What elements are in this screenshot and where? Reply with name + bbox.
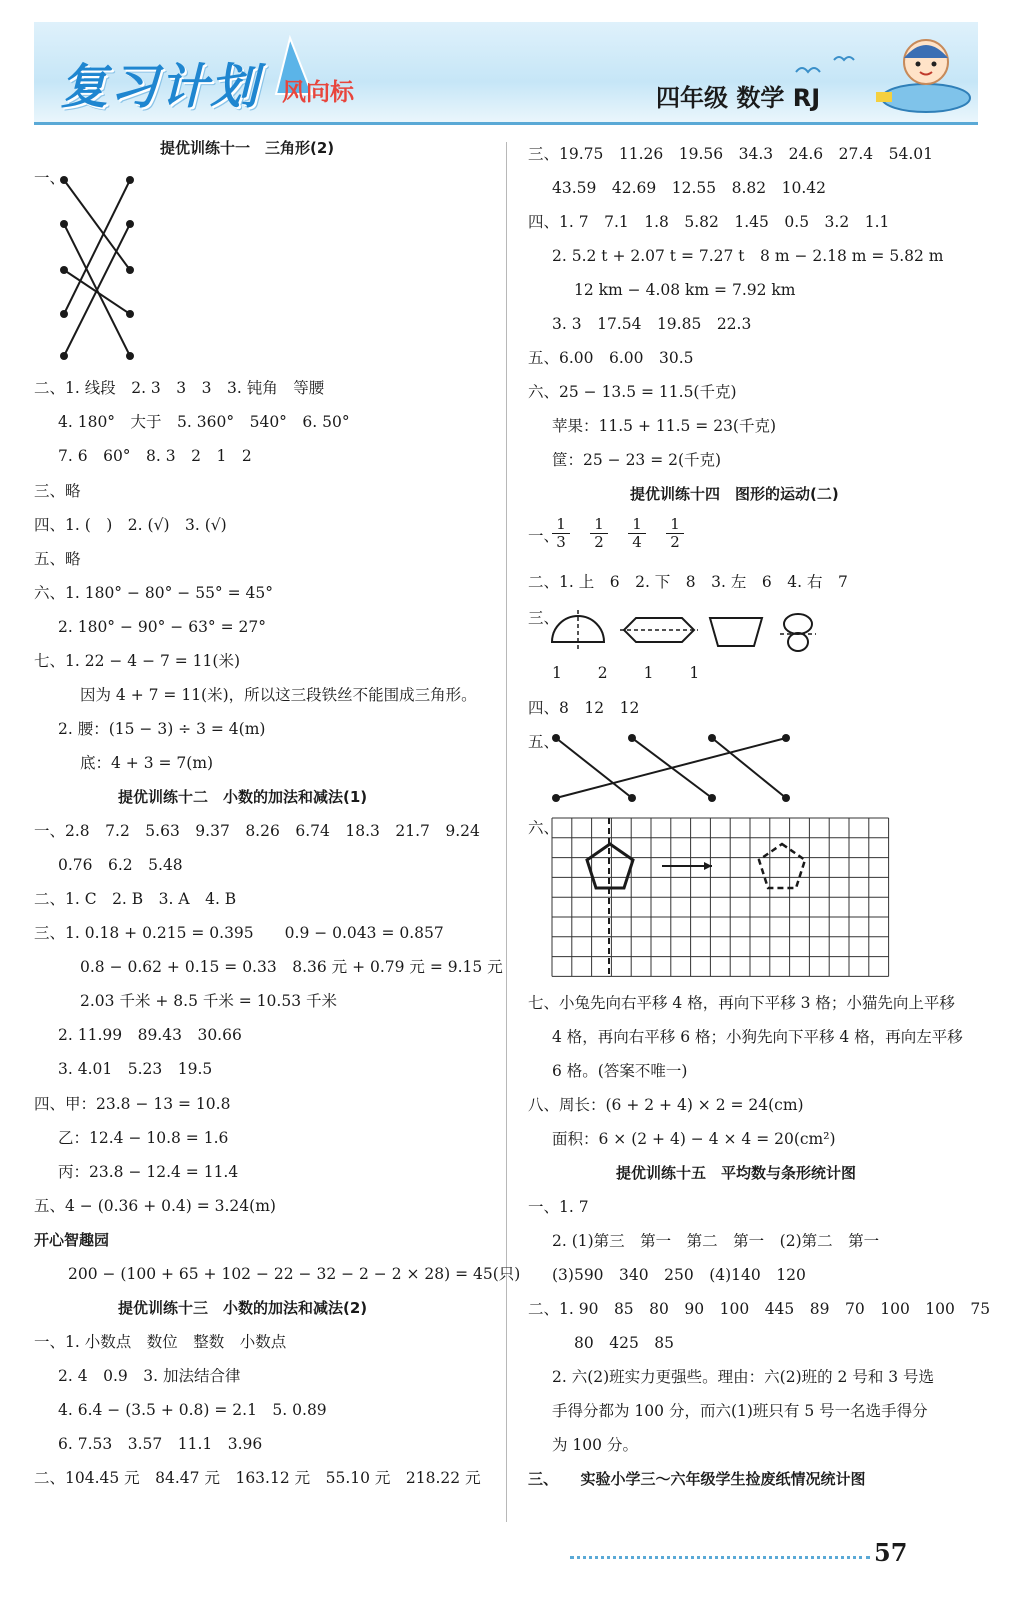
answer-line: 6 格。(答案不唯一) <box>552 1062 688 1080</box>
answer-line: 八、周长：(6 + 2 + 4) × 2 = 24(cm) <box>528 1096 804 1114</box>
matching-dots-diagram <box>552 734 792 804</box>
fraction <box>666 516 684 551</box>
answer-line: 二、1. 线段 2. 3 3 3 3. 钝角 等腰 <box>34 379 325 397</box>
fraction-denominator: 2 <box>670 533 680 551</box>
footer-dotted-rule <box>570 1556 870 1559</box>
answer-line: 四、1. ( ) 2. (√) 3. (√) <box>34 516 227 534</box>
answer-line: 二、1. 上 6 2. 下 8 3. 左 6 4. 右 7 <box>528 573 848 591</box>
answer-line: 一、2.8 7.2 5.63 9.37 8.26 6.74 18.3 21.7 9.24 <box>34 822 480 840</box>
answer-line: 3. 4.01 5.23 19.5 <box>58 1060 213 1078</box>
answer-line: 2. 六(2)班实力更强些。理由：六(2)班的 2 号和 3 号选 <box>552 1368 935 1386</box>
answer-line: 二、1. C 2. B 3. A 4. B <box>34 890 237 908</box>
section-heading: 提优训练十二 小数的加法和减法(1) <box>118 788 368 806</box>
section-heading: 提优训练十三 小数的加法和减法(2) <box>118 1299 368 1317</box>
answer-line: 七、1. 22 − 4 − 7 = 11(米) <box>34 652 241 670</box>
answer-line: (3)590 340 250 (4)140 120 <box>552 1266 806 1284</box>
section-heading: 开心智趣园 <box>34 1231 110 1249</box>
answer-line: 面积：6 × (2 + 4) − 4 × 4 = 20(cm²) <box>552 1130 836 1148</box>
header-banner <box>34 22 978 125</box>
column-divider <box>506 142 507 1522</box>
answer-line: 七、小兔先向右平移 4 格，再向下平移 3 格；小猫先向上平移 <box>528 994 955 1012</box>
answer-line: 2. (1)第三 第一 第二 第一 (2)第二 第一 <box>552 1232 880 1250</box>
answer-line: 一、 <box>34 169 66 187</box>
fraction-denominator: 2 <box>594 533 604 551</box>
answer-line: 43.59 42.69 12.55 8.82 10.42 <box>552 179 827 197</box>
fraction-denominator: 4 <box>632 533 642 551</box>
answer-line: 四、8 12 12 <box>528 699 640 717</box>
answer-line: 2. 11.99 89.43 30.66 <box>58 1026 242 1044</box>
birds-icon <box>794 52 864 82</box>
answer-line: 手得分都为 100 分，而六(1)班只有 5 号一名选手得分 <box>552 1402 928 1420</box>
answer-line: 1 2 1 1 <box>552 664 700 682</box>
answer-line: 二、1. 90 85 80 90 100 445 89 70 100 100 75 <box>528 1300 991 1318</box>
answer-line: 底：4 + 3 = 7(m) <box>80 754 214 772</box>
answer-line: 4. 180° 大于 5. 360° 540° 6. 50° <box>58 413 350 431</box>
grade-subject-label: 四年级 数学 RJ <box>656 84 821 112</box>
answer-line: 五、 <box>528 733 560 751</box>
answer-line: 4 格，再向右平移 6 格；小狗先向下平移 4 格，再向左平移 <box>552 1028 963 1046</box>
brand-title: 复习计划 <box>60 59 261 115</box>
answer-line: 因为 4 + 7 = 11(米)，所以这三段铁丝不能围成三角形。 <box>80 686 477 704</box>
answer-line: 三、1. 0.18 + 0.215 = 0.395 0.9 − 0.043 = 0.857 <box>34 924 444 942</box>
answer-line: 六、25 − 13.5 = 11.5(千克) <box>528 383 737 401</box>
answer-line: 五、6.00 6.00 30.5 <box>528 349 694 367</box>
answer-line: 6. 7.53 3.57 11.1 3.96 <box>58 1435 263 1453</box>
answer-line: 7. 6 60° 8. 3 2 1 2 <box>58 447 252 465</box>
answer-line: 五、4 − (0.36 + 0.4) = 3.24(m) <box>34 1197 276 1215</box>
fraction-denominator: 3 <box>556 533 566 551</box>
mascot-airplane-icon <box>870 28 980 122</box>
page-number: 57 <box>874 1538 908 1567</box>
answer-line: 六、 <box>528 819 560 837</box>
symmetric-shapes-diagram <box>550 606 830 658</box>
fraction-numerator: 1 <box>628 516 646 534</box>
section-heading: 三、 实验小学三～六年级学生捡废纸情况统计图 <box>528 1470 866 1488</box>
answer-line: 三、19.75 11.26 19.56 34.3 24.6 27.4 54.01 <box>528 145 934 163</box>
answer-line: 六、1. 180° − 80° − 55° = 45° <box>34 584 273 602</box>
answer-line: 4. 6.4 − (3.5 + 0.8) = 2.1 5. 0.89 <box>58 1401 327 1419</box>
answer-line: 三、 <box>528 609 560 627</box>
section-heading: 提优训练十一 三角形(2) <box>160 139 335 157</box>
fraction-numerator: 1 <box>552 516 570 534</box>
section-heading: 提优训练十四 图形的运动(二) <box>630 485 839 503</box>
answer-line: 80 425 85 <box>574 1334 675 1352</box>
answer-line: 筐：25 − 23 = 2(千克) <box>552 451 722 469</box>
answer-line: 一、1. 小数点 数位 整数 小数点 <box>34 1333 287 1351</box>
answer-line: 苹果：11.5 + 11.5 = 23(千克) <box>552 417 777 435</box>
answer-line: 2. 腰：(15 − 3) ÷ 3 = 4(m) <box>58 720 266 738</box>
answer-line: 乙：12.4 − 10.8 = 1.6 <box>58 1129 229 1147</box>
answer-line: 12 km − 4.08 km = 7.92 km <box>574 281 796 299</box>
answer-line: 2. 180° − 90° − 63° = 27° <box>58 618 266 636</box>
matching-lines-diagram <box>58 174 168 364</box>
answer-line: 三、略 <box>34 482 81 500</box>
answer-line: 200 − (100 + 65 + 102 − 22 − 32 − 2 − 2 × 28) = 45(只) <box>68 1265 521 1283</box>
answer-line: 为 100 分。 <box>552 1436 638 1454</box>
fraction <box>590 516 608 551</box>
answer-line: 3. 3 17.54 19.85 22.3 <box>552 315 752 333</box>
section-heading: 提优训练十五 平均数与条形统计图 <box>616 1164 857 1182</box>
answer-line: 二、104.45 元 84.47 元 163.12 元 55.10 元 218.22 元 <box>34 1469 481 1487</box>
fraction-numerator: 1 <box>590 516 608 534</box>
answer-line: 丙：23.8 − 12.4 = 11.4 <box>58 1163 239 1181</box>
answer-line: 四、甲：23.8 − 13 = 10.8 <box>34 1095 231 1113</box>
answer-line: 2. 4 0.9 3. 加法结合律 <box>58 1367 241 1385</box>
answer-line: 0.76 6.2 5.48 <box>58 856 183 874</box>
fraction <box>628 516 646 551</box>
answer-line: 2.03 千米 + 8.5 千米 = 10.53 千米 <box>80 992 337 1010</box>
answer-line: 四、1. 7 7.1 1.8 5.82 1.45 0.5 3.2 1.1 <box>528 213 890 231</box>
answer-line: 一、1. 7 <box>528 1198 589 1216</box>
fraction-numerator: 1 <box>666 516 684 534</box>
answer-line: 2. 5.2 t + 2.07 t = 7.27 t 8 m − 2.18 m = 5.82 m <box>552 247 944 265</box>
answer-line: 一、 <box>528 527 560 545</box>
answer-line: 0.8 − 0.62 + 0.15 = 0.33 8.36 元 + 0.79 元 = 9.15 元 <box>80 958 503 976</box>
translation-grid-diagram <box>552 818 892 980</box>
brand-subtitle: 风向标 <box>282 78 354 106</box>
answer-line: 五、略 <box>34 550 81 568</box>
